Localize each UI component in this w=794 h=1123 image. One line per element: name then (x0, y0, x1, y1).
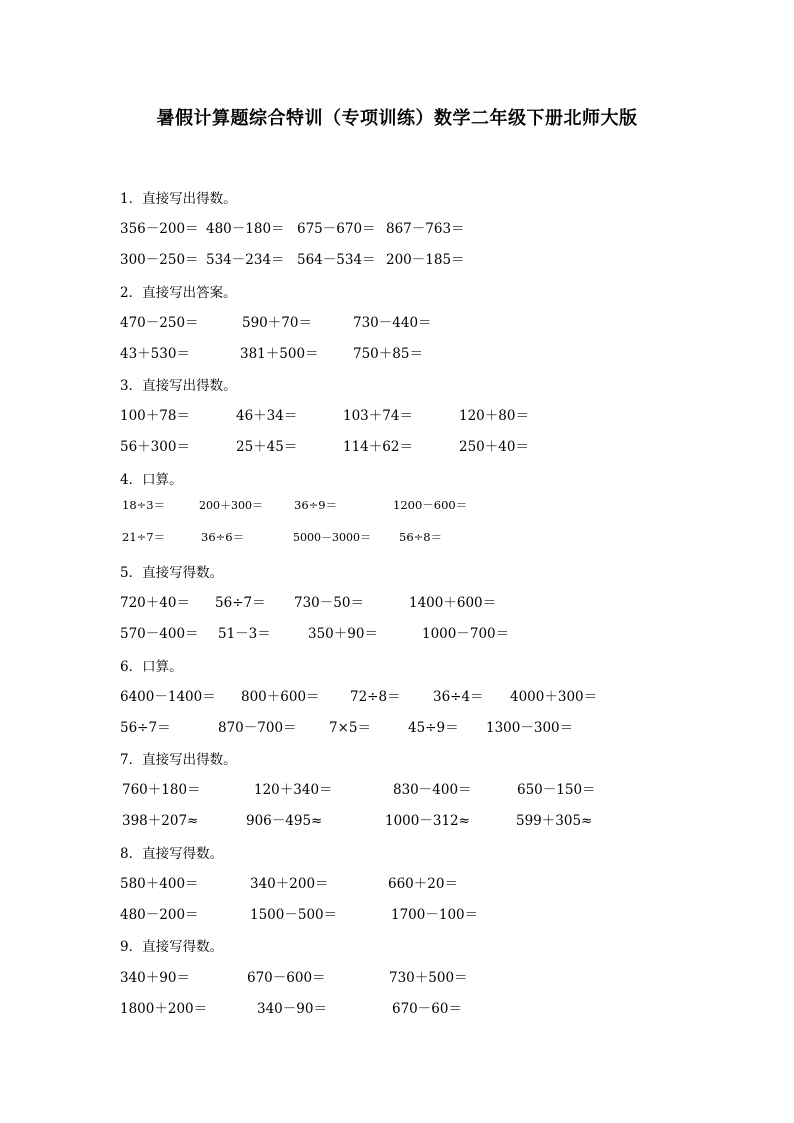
math-problem: 200－185＝ (386, 252, 465, 268)
math-problem: 580＋400＝ (120, 876, 199, 892)
problem-row (0, 903, 794, 923)
math-problem: 5000－3000＝ (293, 531, 371, 544)
math-problem: 114＋62＝ (343, 439, 413, 455)
math-problem: 800＋600＝ (241, 689, 320, 705)
problem-row (0, 311, 794, 331)
page-title: 暑假计算题综合特训（专项训练）数学二年级下册北师大版 (156, 108, 638, 129)
math-problem: 1500－500＝ (250, 907, 338, 923)
math-problem: 36÷9＝ (294, 498, 338, 512)
math-problem: 381＋500＝ (240, 346, 319, 362)
problem-row (0, 778, 794, 798)
math-problem: 730＋500＝ (389, 970, 468, 986)
math-problem: 480－200＝ (120, 907, 199, 923)
section-heading: 2．直接写出答案。 (120, 285, 237, 301)
problem-row (0, 997, 794, 1017)
problem-row (0, 872, 794, 892)
math-problem: 200＋300＝ (199, 499, 263, 512)
math-problem: 43＋530＝ (120, 346, 190, 362)
math-problem: 720＋40＝ (120, 595, 190, 611)
problem-row (0, 966, 794, 986)
section-heading: 4．口算。 (120, 472, 183, 488)
section-heading: 6．口算。 (120, 659, 183, 675)
math-problem: 1200－600＝ (393, 498, 468, 512)
math-problem: 56＋300＝ (120, 439, 190, 455)
math-problem: 1700－100＝ (391, 907, 479, 923)
math-problem: 1400＋600＝ (409, 595, 497, 611)
section-heading: 9．直接写得数。 (120, 939, 224, 955)
section-heading: 3．直接写出得数。 (120, 378, 237, 394)
math-problem: 870－700＝ (218, 720, 297, 736)
math-problem: 670－60＝ (392, 1001, 462, 1017)
problem-row (0, 529, 794, 549)
math-problem: 830－400＝ (393, 782, 472, 798)
problem-row (0, 591, 794, 611)
problem-row (0, 716, 794, 736)
section-heading: 1．直接写出得数。 (120, 191, 237, 207)
math-problem: 534－234＝ (206, 252, 285, 268)
math-problem: 750＋85＝ (353, 346, 423, 362)
math-problem: 21÷7＝ (122, 530, 166, 544)
math-problem: 1800＋200＝ (120, 1001, 208, 1017)
problem-row (0, 217, 794, 237)
math-problem: 570－400＝ (120, 626, 199, 642)
math-problem: 18÷3＝ (122, 498, 166, 512)
math-problem: 340＋90＝ (120, 970, 190, 986)
section-heading: 5．直接写得数。 (120, 565, 224, 581)
problem-row (0, 404, 794, 424)
math-problem: 480－180＝ (206, 221, 285, 237)
math-problem: 660＋20＝ (388, 876, 458, 892)
math-problem: 46＋34＝ (236, 408, 298, 424)
math-problem: 36÷6＝ (201, 530, 245, 544)
math-problem: 45÷9＝ (408, 720, 459, 736)
math-problem: 56÷7＝ (120, 720, 171, 736)
math-problem: 906－495≈ (246, 813, 323, 829)
math-problem: 350＋90＝ (308, 626, 378, 642)
math-problem: 72÷8＝ (350, 689, 401, 705)
math-problem: 730－440＝ (353, 315, 432, 331)
math-problem: 51－3＝ (218, 626, 271, 642)
problem-row (0, 497, 794, 517)
problem-row (0, 622, 794, 642)
math-problem: 120＋80＝ (459, 408, 529, 424)
math-problem: 36÷4＝ (433, 689, 484, 705)
math-problem: 1000－312≈ (385, 813, 470, 829)
math-problem: 599＋305≈ (516, 813, 593, 829)
math-problem: 340－90＝ (257, 1001, 327, 1017)
math-problem: 25＋45＝ (236, 439, 298, 455)
math-problem: 250＋40＝ (459, 439, 529, 455)
math-problem: 398＋207≈ (122, 813, 199, 829)
math-problem: 650－150＝ (517, 782, 596, 798)
problem-row (0, 809, 794, 829)
math-problem: 120＋340＝ (254, 782, 333, 798)
math-problem: 100＋78＝ (120, 408, 190, 424)
math-problem: 4000＋300＝ (510, 689, 598, 705)
math-problem: 675－670＝ (297, 221, 376, 237)
math-problem: 56÷7＝ (215, 595, 266, 611)
math-problem: 730－50＝ (294, 595, 364, 611)
problem-row (0, 435, 794, 455)
section-heading: 8．直接写得数。 (120, 846, 224, 862)
math-problem: 760＋180＝ (122, 782, 201, 798)
math-problem: 470－250＝ (120, 315, 199, 331)
section-heading: 7．直接写出得数。 (120, 752, 237, 768)
math-problem: 1000－700＝ (422, 626, 510, 642)
math-problem: 300－250＝ (120, 252, 199, 268)
math-problem: 356－200＝ (120, 221, 199, 237)
math-problem: 56÷8＝ (399, 530, 443, 544)
math-problem: 867－763＝ (386, 221, 465, 237)
problem-row (0, 342, 794, 362)
math-problem: 7×5＝ (329, 720, 371, 736)
math-problem: 6400－1400＝ (120, 689, 216, 705)
problem-row (0, 685, 794, 705)
math-problem: 103＋74＝ (343, 408, 413, 424)
math-problem: 564－534＝ (297, 252, 376, 268)
math-problem: 670－600＝ (247, 970, 326, 986)
math-problem: 1300－300＝ (486, 720, 574, 736)
problem-row (0, 248, 794, 268)
math-problem: 340＋200＝ (250, 876, 329, 892)
math-problem: 590＋70＝ (242, 315, 312, 331)
